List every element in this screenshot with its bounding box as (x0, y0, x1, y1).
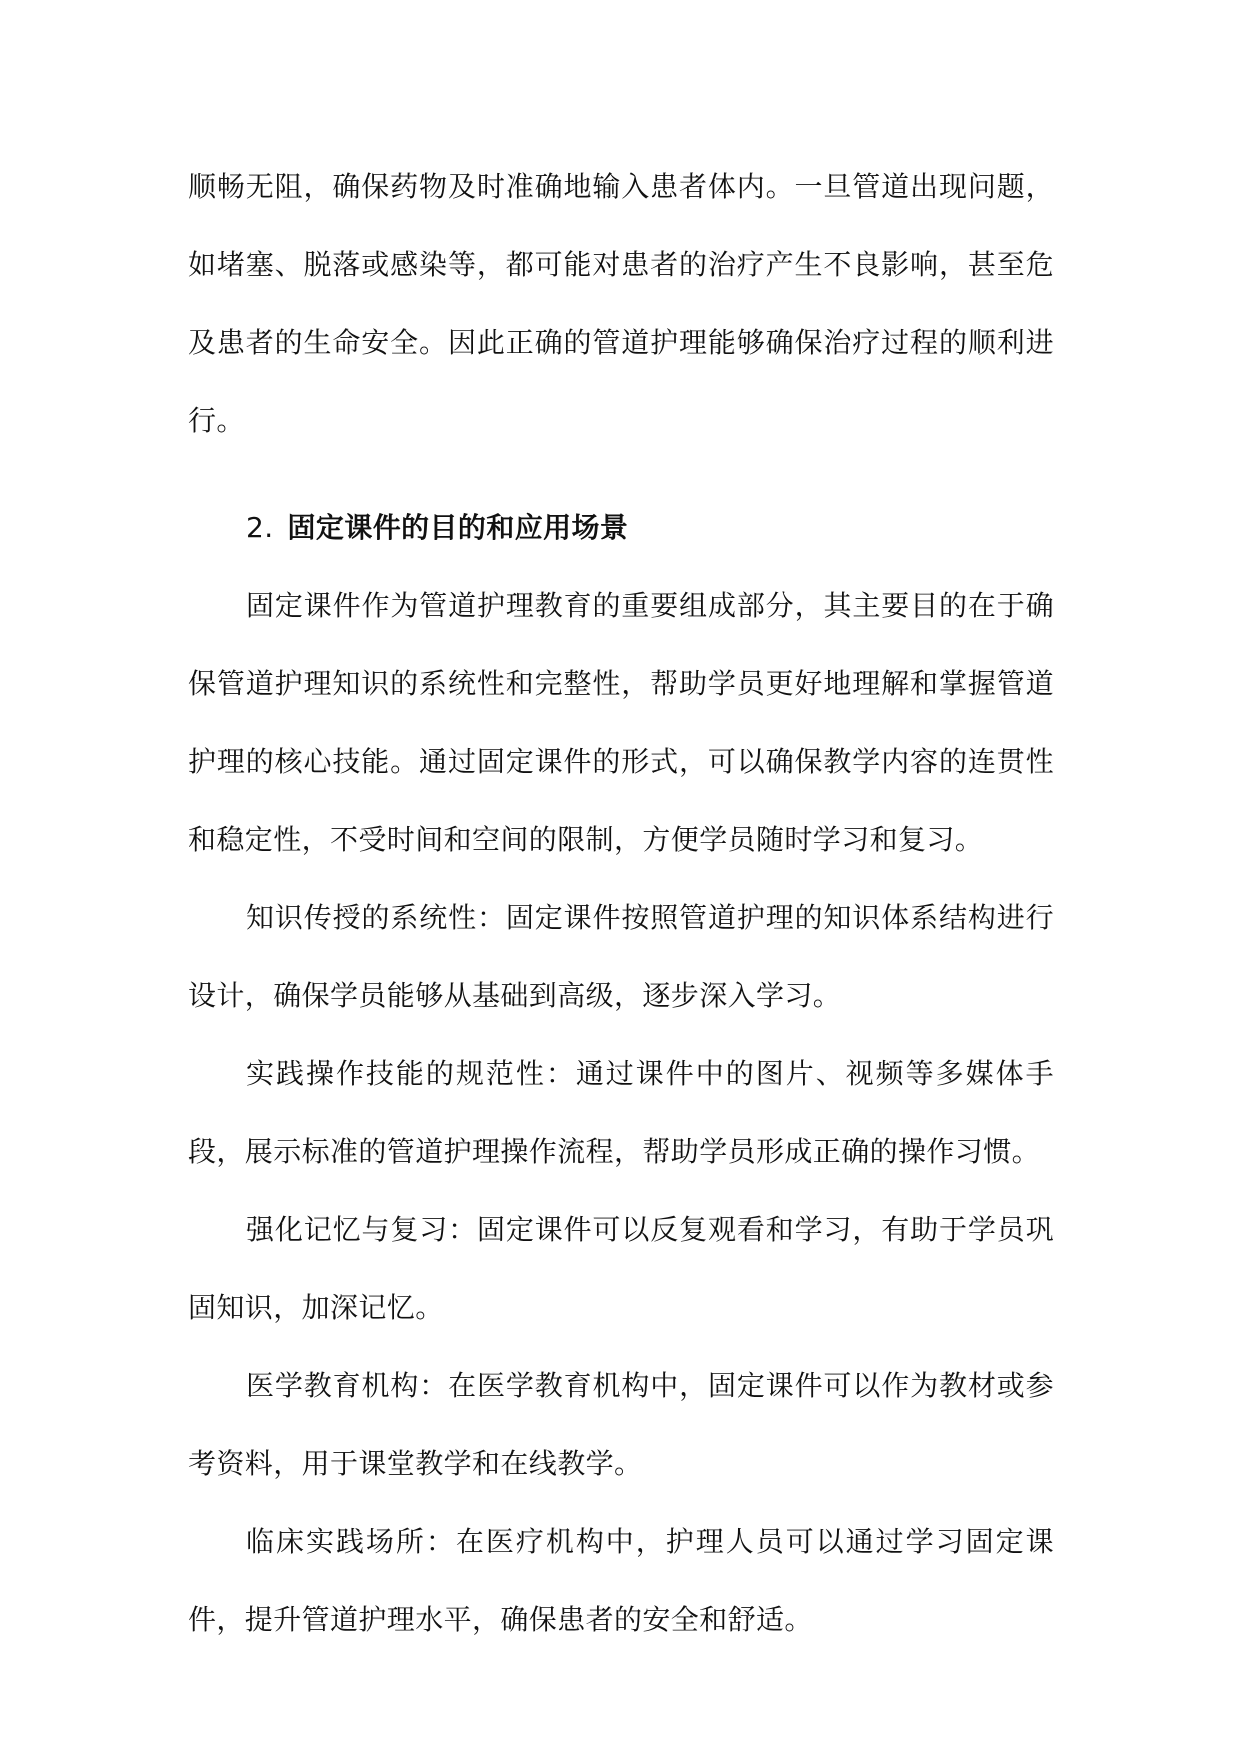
paragraph-purpose: 固定课件作为管道护理教育的重要组成部分，其主要目的在于确保管道护理知识的系统性和完整性，帮助学员更好地理解和掌握管道护理的核心技能。通过固定课件的形式，可以确保教学内容的连贯性和稳定性，不受时间和空间的限制，方便学员随时学习和复习。 (188, 589, 1054, 856)
paragraph-practice-standard: 实践操作技能的规范性：通过课件中的图片、视频等多媒体手段，展示标准的管道护理操作流程，帮助学员形成正确的操作习惯。 (188, 1057, 1054, 1168)
section-title: 固定课件的目的和应用场景 (287, 511, 629, 544)
section-number: 2. (246, 511, 274, 544)
paragraph-clinical-practice: 临床实践场所：在医疗机构中，护理人员可以通过学习固定课件，提升管道护理水平，确保患者的安全和舒适。 (188, 1525, 1054, 1636)
paragraph-memory-review: 强化记忆与复习：固定课件可以反复观看和学习，有助于学员巩固知识，加深记忆。 (188, 1213, 1054, 1324)
paragraph-systematic: 知识传授的系统性：固定课件按照管道护理的知识体系结构进行设计，确保学员能够从基础到高级，逐步深入学习。 (188, 901, 1054, 1012)
section-heading (188, 489, 1054, 567)
document-body (188, 148, 1054, 1659)
paragraph-continued: 顺畅无阻，确保药物及时准确地输入患者体内。一旦管道出现问题，如堵塞、脱落或感染等，都可能对患者的治疗产生不良影响，甚至危及患者的生命安全。因此正确的管道护理能够确保治疗过程的顺利进行。 (188, 170, 1054, 437)
paragraph-medical-education: 医学教育机构：在医学教育机构中，固定课件可以作为教材或参考资料，用于课堂教学和在线教学。 (188, 1369, 1054, 1480)
